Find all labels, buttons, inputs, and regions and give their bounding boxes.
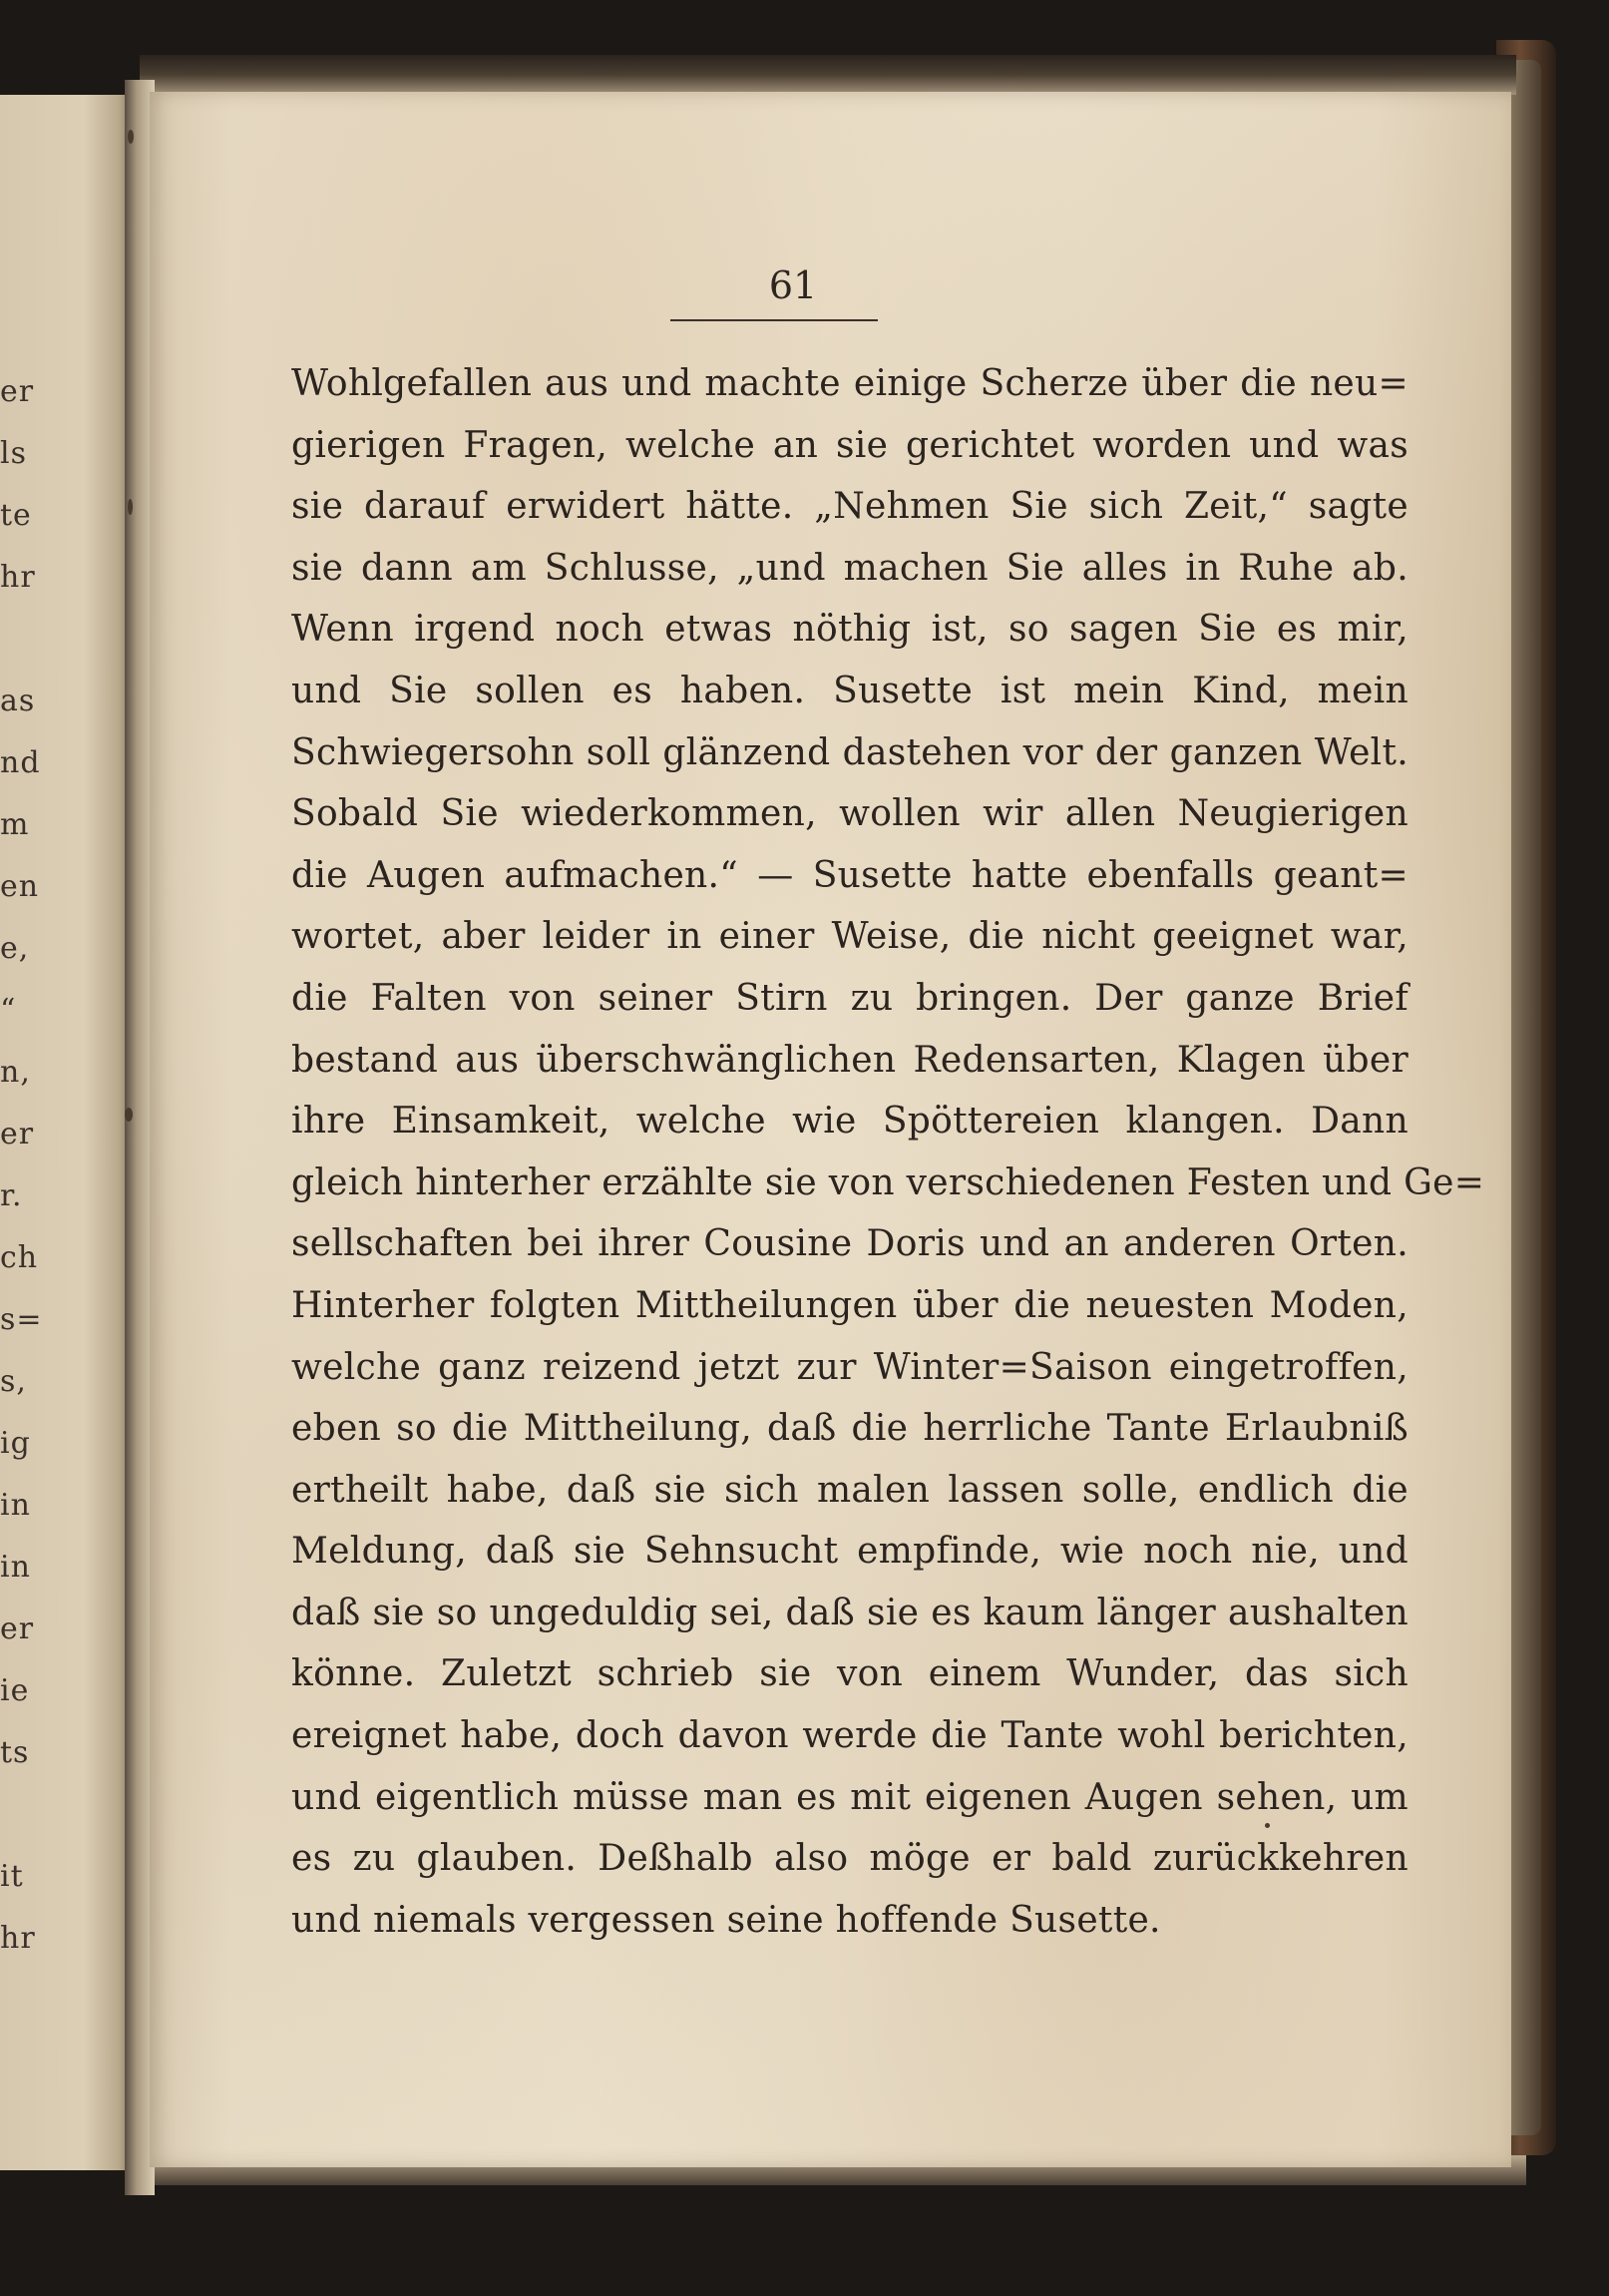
left-page-fragment: ls (0, 436, 27, 471)
text-line: daß sie so ungeduldig sei, daß sie es kaum länger aushalten (291, 1592, 1408, 1633)
body-text (291, 353, 1485, 1951)
text-line: eben so die Mittheilung, daß die herrliche Tante Erlaubniß (291, 1408, 1408, 1450)
page-blemish (128, 130, 134, 144)
text-line: und Sie sollen es haben. Susette ist mein Kind, mein (291, 670, 1408, 711)
left-page-fragment: e, (0, 931, 30, 966)
left-page-fragment: ch (0, 1240, 39, 1275)
text-line: es zu glauben. Deßhalb also möge er bald zurückkehren (291, 1838, 1408, 1880)
left-page-fragment: as (0, 684, 36, 718)
text-line: Schwiegersohn soll glänzend dastehen vor der ganzen Welt. (291, 731, 1408, 773)
page-blemish (125, 1108, 133, 1122)
text-line: könne. Zuletzt schrieb sie von einem Wunder, das sich (291, 1653, 1408, 1695)
text-line: ertheilt habe, daß sie sich malen lassen solle, endlich die (291, 1469, 1408, 1511)
text-line: Hinterher folgten Mittheilungen über die neuesten Moden, (291, 1284, 1408, 1326)
text-line: gleich hinterher erzählte sie von verschiedenen Festen und Ge= (291, 1161, 1485, 1203)
text-line: Wohlgefallen aus und machte einige Scherze über die neu= (291, 363, 1408, 404)
top-page-edge (140, 55, 1516, 95)
text-line: sellschaften bei ihrer Cousine Doris und an anderen Orten. (291, 1223, 1408, 1265)
left-page-fragment: nd (0, 745, 41, 780)
left-page-fragment: ig (0, 1426, 31, 1461)
left-page-fragment: in (0, 1488, 31, 1523)
previous-page (0, 95, 140, 2170)
left-page-fragment: in (0, 1550, 31, 1585)
text-line: und eigentlich müsse man es mit eigenen Augen sehen, um (291, 1776, 1408, 1818)
text-line: wortet, aber leider in einer Weise, die nicht geeignet war, (291, 916, 1408, 958)
text-line: ihre Einsamkeit, welche wie Spöttereien klangen. Dann (291, 1101, 1408, 1143)
page-blemish (128, 499, 133, 515)
left-page-fragment: s, (0, 1364, 27, 1399)
left-page-fragment: r. (0, 1178, 23, 1213)
left-page-fragment: it (0, 1859, 24, 1894)
left-page-fragment: ts (0, 1735, 30, 1770)
text-line: Sobald Sie wiederkommen, wollen wir allen Neugierigen (291, 793, 1408, 835)
left-page-fragment: hr (0, 1921, 36, 1956)
left-page-fragment: er (0, 374, 35, 409)
left-page-fragment: ie (0, 1673, 30, 1708)
left-page-fragment: er (0, 1611, 35, 1646)
left-page-fragment: te (0, 498, 32, 533)
page-number: 61 (768, 263, 818, 307)
text-line: ereignet habe, doch davon werde die Tante wohl berichten, (291, 1715, 1408, 1757)
text-line: sie dann am Schlusse, „und machen Sie alles in Ruhe ab. (291, 547, 1408, 589)
left-page-fragment: en (0, 869, 40, 904)
left-page-fragment: “ (0, 993, 17, 1028)
page-blemish (1265, 1823, 1270, 1828)
left-page-fragment: n, (0, 1055, 31, 1090)
text-line: sie darauf erwidert hätte. „Nehmen Sie sich Zeit,“ sagte (291, 486, 1408, 528)
left-page-fragment: s= (0, 1302, 43, 1337)
text-line: Meldung, daß sie Sehnsucht empfinde, wie noch nie, und (291, 1531, 1408, 1573)
left-page-fragment: er (0, 1117, 35, 1151)
text-line: welche ganz reizend jetzt zur Winter=Saison eingetroffen, (291, 1346, 1408, 1388)
text-line: die Augen aufmachen.“ — Susette hatte ebenfalls geant= (291, 854, 1408, 896)
text-line: die Falten von seiner Stirn zu bringen. Der ganze Brief (291, 977, 1408, 1019)
text-line: Wenn irgend noch etwas nöthig ist, so sagen Sie es mir, (291, 609, 1408, 651)
left-page-fragment: hr (0, 560, 36, 595)
left-page-fragment: m (0, 807, 30, 842)
book-page (150, 92, 1511, 2167)
text-line: gierigen Fragen, welche an sie gerichtet worden und was (291, 424, 1408, 466)
text-line: und niemals vergessen seine hoffende Susette. (291, 1899, 1161, 1941)
text-line: bestand aus überschwänglichen Redensarten, Klagen über (291, 1039, 1408, 1081)
page-number-rule (670, 319, 878, 321)
